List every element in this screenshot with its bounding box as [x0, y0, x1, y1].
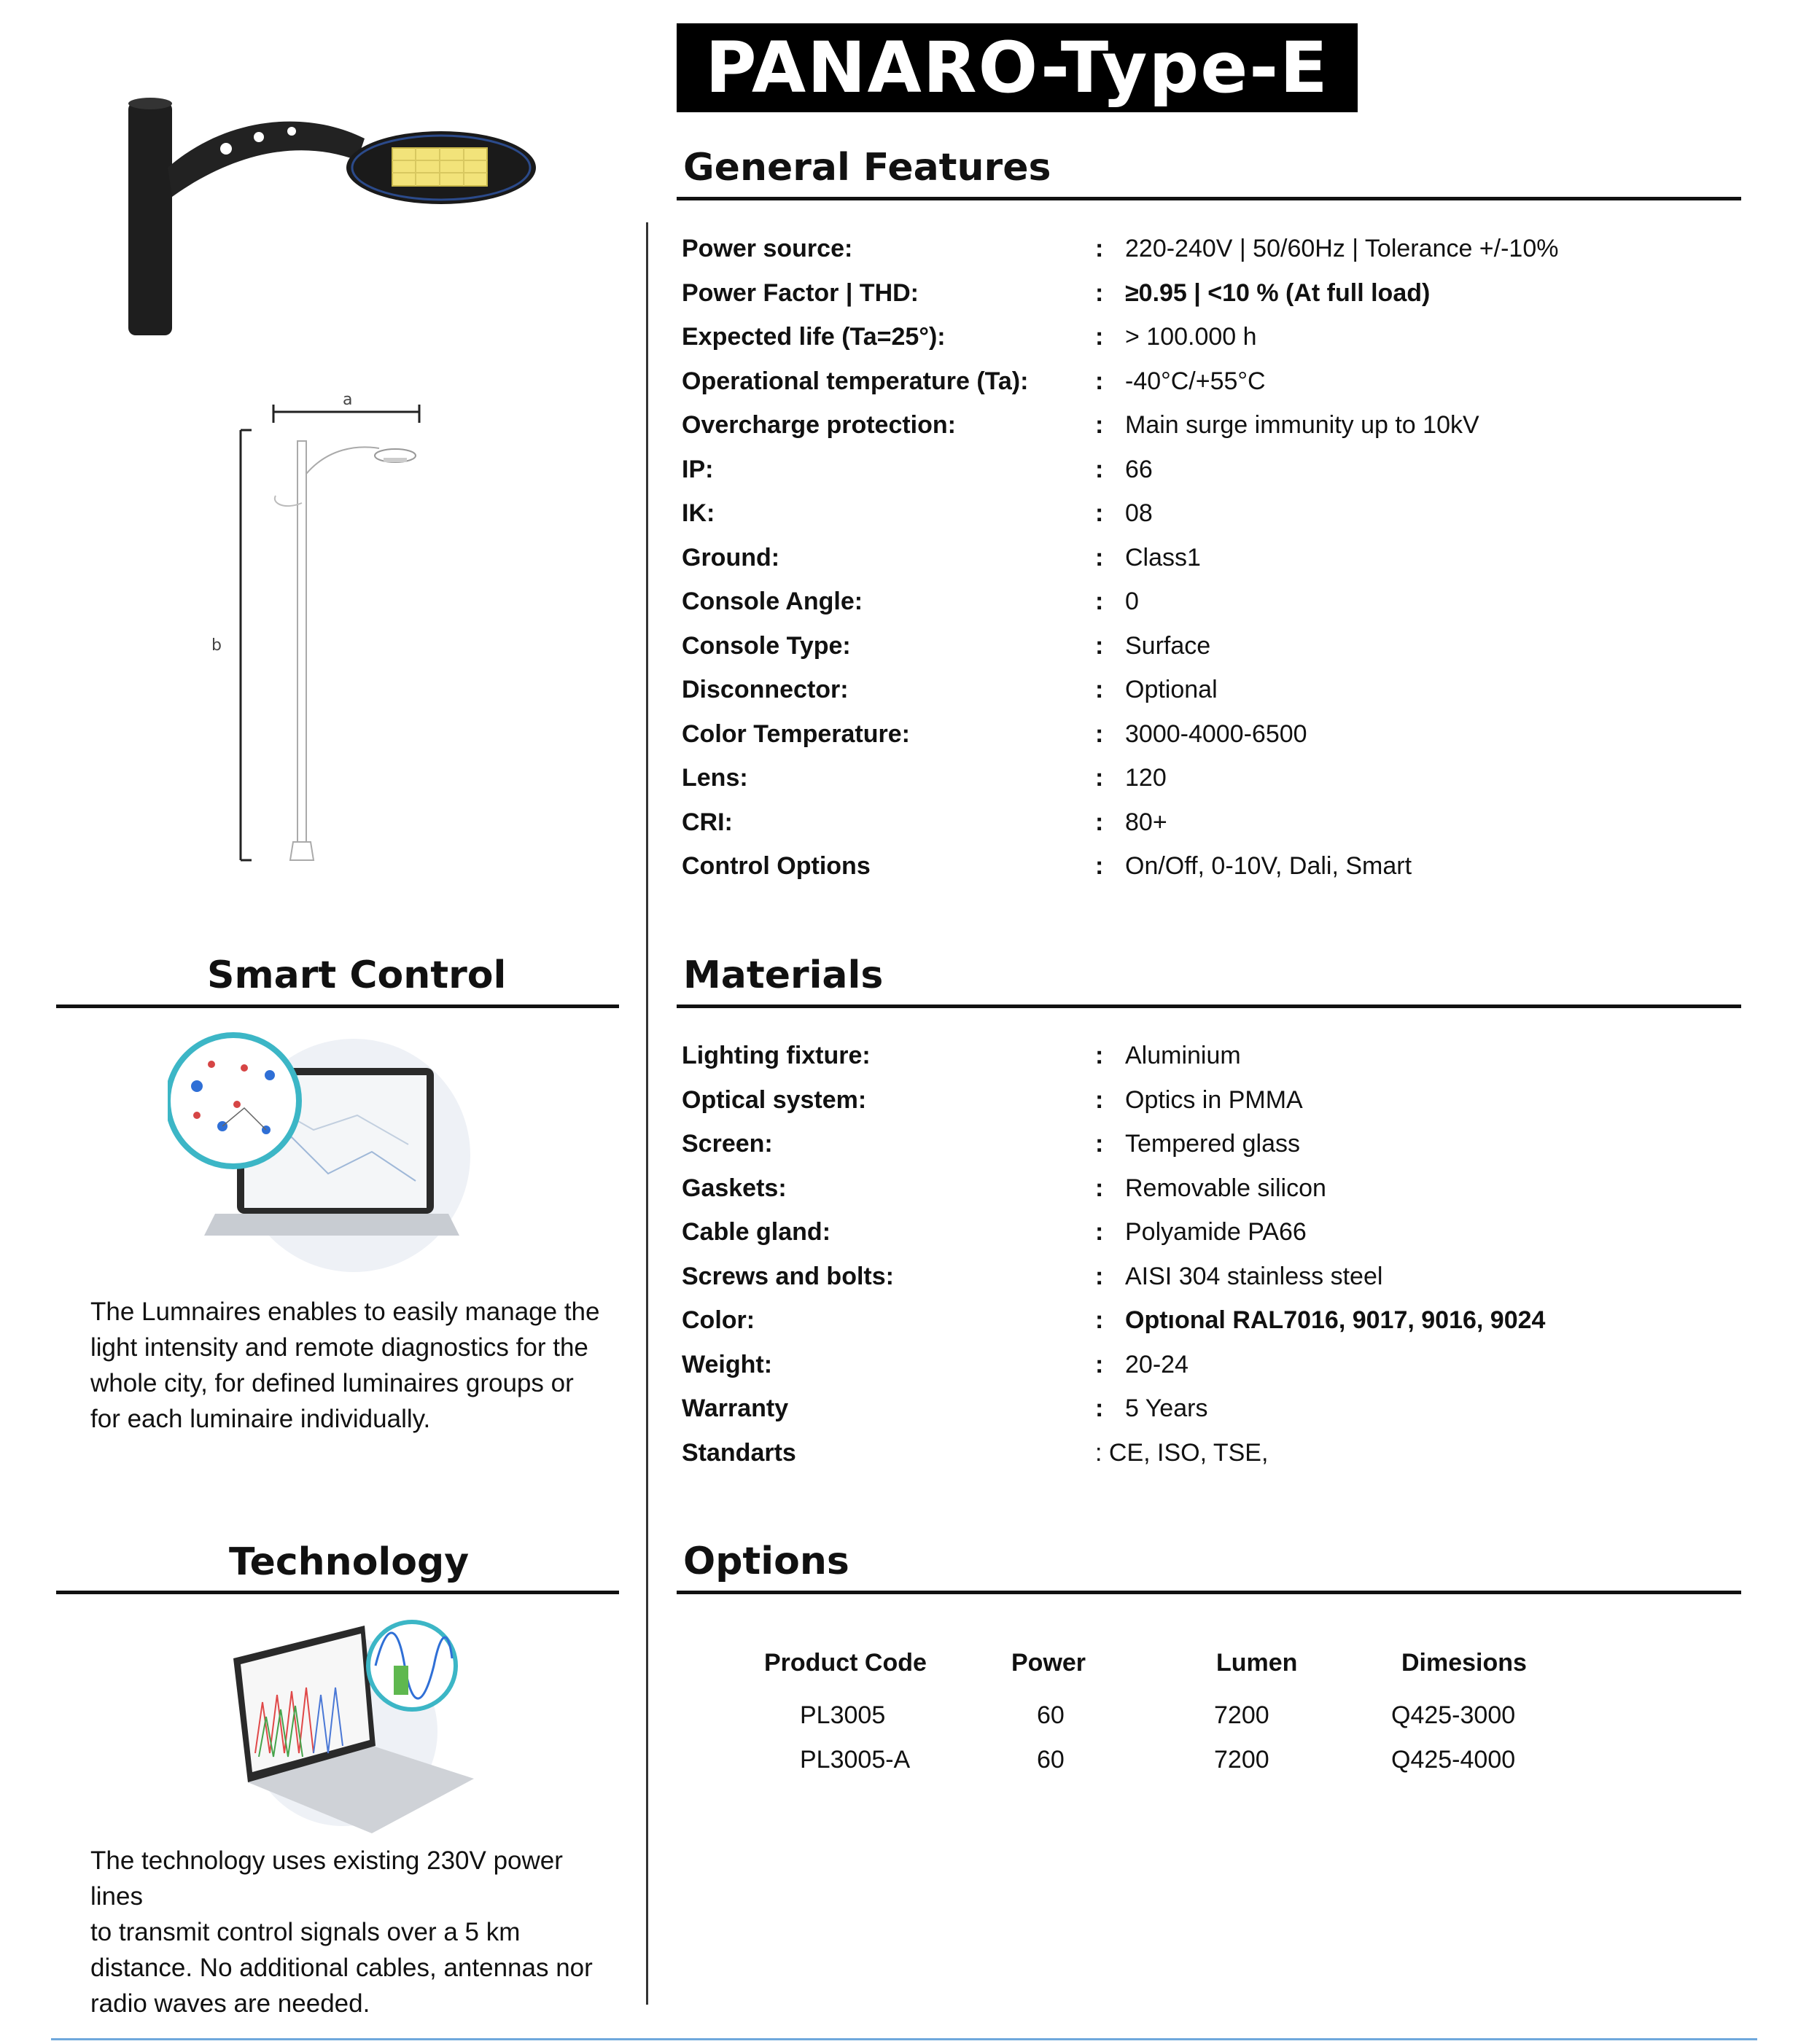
product-title-banner: [677, 23, 1358, 112]
smart-control-rule: [56, 1005, 619, 1008]
spec-label: IP:: [682, 455, 714, 483]
general-feature-row: [682, 499, 1746, 543]
spec-separator: :: [1095, 367, 1104, 395]
spec-value: 08: [1125, 499, 1153, 527]
general-feature-row: [682, 676, 1746, 719]
spec-separator: :: [1095, 631, 1104, 660]
spec-value: 80+: [1125, 808, 1167, 836]
tech-text-line: radio waves are needed.: [90, 1989, 370, 2018]
spec-value: : CE, ISO, TSE,: [1095, 1438, 1269, 1467]
spec-value: Optics in PMMA: [1125, 1085, 1303, 1114]
spec-separator: :: [1095, 1042, 1104, 1069]
spec-value: AISI 304 stainless steel: [1125, 1262, 1383, 1290]
spec-separator: :: [1095, 588, 1104, 615]
spec-label: Console Type:: [682, 631, 851, 660]
general-feature-row: [682, 323, 1746, 367]
spec-label: CRI:: [682, 808, 733, 836]
spec-label: Screws and bolts:: [682, 1262, 894, 1290]
general-feature-row: [682, 588, 1746, 631]
options-table-cell: 60: [1037, 1746, 1065, 1774]
tech-text-line: The technology uses existing 230V power lines: [90, 1846, 563, 1911]
smart-text-line: for each luminaire individually.: [90, 1405, 431, 1433]
dimension-drawing: [204, 386, 467, 875]
technology-text: [90, 1843, 615, 2021]
general-feature-row: [682, 279, 1746, 323]
spec-separator: :: [1095, 235, 1104, 262]
options-table-cell: PL3005-A: [800, 1746, 911, 1774]
spec-value: ≥0.95 | <10 % (At full load): [1125, 278, 1431, 307]
options-column-header: Dimesions: [1401, 1649, 1527, 1677]
spec-label: Disconnector:: [682, 676, 849, 703]
spec-value: 66: [1125, 455, 1153, 483]
spec-label: Gaskets:: [682, 1174, 787, 1202]
spec-separator: :: [1095, 764, 1104, 792]
material-row: [682, 1042, 1746, 1085]
general-feature-row: [682, 235, 1746, 278]
general-feature-row: [682, 808, 1746, 852]
materials-heading: Materials: [683, 953, 884, 997]
smart-text-line: light intensity and remote diagnostics for the: [90, 1333, 588, 1362]
smart-control-text: [90, 1294, 615, 1437]
material-row: [682, 1351, 1746, 1394]
tech-text-line: distance. No additional cables, antennas nor: [90, 1954, 593, 1982]
luminaire-photo: [117, 87, 554, 343]
spec-separator: :: [1095, 1218, 1104, 1246]
general-feature-row: [682, 544, 1746, 588]
spec-separator: :: [1095, 1085, 1104, 1114]
general-feature-row: [682, 632, 1746, 676]
spec-label: Color Temperature:: [682, 719, 910, 748]
spec-separator: :: [1095, 1262, 1104, 1290]
smart-text-line: The Lumnaires enables to easily manage the: [90, 1298, 600, 1326]
spec-separator: :: [1095, 1130, 1104, 1158]
spec-label: Screen:: [682, 1130, 773, 1158]
general-feature-row: [682, 720, 1746, 764]
spec-label: Cable gland:: [682, 1218, 831, 1246]
spec-label: Ground:: [682, 543, 780, 572]
spec-separator: :: [1095, 278, 1104, 307]
dimension-label-b: b: [211, 636, 222, 655]
spec-value: On/Off, 0-10V, Dali, Smart: [1125, 852, 1412, 880]
technology-rule: [56, 1591, 619, 1594]
spec-label: Power source:: [682, 235, 853, 262]
material-row: [682, 1439, 1746, 1483]
spec-value: Main surge immunity up to 10kV: [1125, 411, 1479, 439]
options-column-header: Power: [1011, 1649, 1086, 1677]
spec-value: 20-24: [1125, 1350, 1189, 1378]
spec-label: Optical system:: [682, 1085, 867, 1114]
spec-separator: :: [1095, 676, 1104, 703]
spec-separator: :: [1095, 1306, 1104, 1334]
spec-separator: :: [1095, 1350, 1104, 1378]
spec-separator: :: [1095, 455, 1104, 483]
material-row: [682, 1130, 1746, 1174]
spec-value: Tempered glass: [1125, 1130, 1301, 1158]
spec-value: > 100.000 h: [1125, 323, 1257, 351]
options-column-header: Product Code: [764, 1649, 927, 1677]
column-divider: [646, 222, 648, 2005]
spec-label: IK:: [682, 499, 715, 527]
spec-value: 220-240V | 50/60Hz | Tolerance +/-10%: [1125, 235, 1559, 262]
material-row: [682, 1394, 1746, 1438]
spec-separator: :: [1095, 543, 1104, 572]
options-rule: [677, 1591, 1741, 1594]
spec-value: Polyamide PA66: [1125, 1218, 1307, 1246]
material-row: [682, 1306, 1746, 1350]
options-table-cell: 60: [1037, 1701, 1065, 1729]
material-row: [682, 1086, 1746, 1130]
options-column-header: Lumen: [1216, 1649, 1298, 1677]
spec-label: Standarts: [682, 1438, 796, 1467]
tech-text-line: to transmit control signals over a 5 km: [90, 1918, 521, 1946]
page-bottom-line: [51, 2038, 1757, 2040]
spec-separator: :: [1095, 1174, 1104, 1202]
options-table-cell: 7200: [1214, 1701, 1269, 1729]
smart-control-illustration: [168, 1028, 474, 1276]
spec-separator: :: [1095, 411, 1104, 439]
options-heading: Options: [683, 1540, 849, 1583]
spec-label: Lighting fixture:: [682, 1042, 871, 1069]
spec-value: 3000-4000-6500: [1125, 719, 1307, 748]
technology-illustration: [219, 1615, 481, 1833]
general-feature-row: [682, 852, 1746, 896]
spec-separator: :: [1095, 808, 1104, 836]
spec-value: 120: [1125, 764, 1167, 792]
spec-value: Aluminium: [1125, 1042, 1241, 1069]
options-table-cell: PL3005: [800, 1701, 886, 1729]
dimension-label-a: a: [343, 391, 353, 409]
spec-value: Removable silicon: [1125, 1174, 1326, 1202]
spec-separator: :: [1095, 323, 1104, 351]
general-feature-row: [682, 367, 1746, 411]
spec-value: -40°C/+55°C: [1125, 367, 1266, 395]
general-feature-row: [682, 411, 1746, 455]
spec-label: Operational temperature (Ta):: [682, 367, 1029, 395]
material-row: [682, 1263, 1746, 1306]
spec-value: Optional: [1125, 676, 1218, 703]
spec-value: Optıonal RAL7016, 9017, 9016, 9024: [1125, 1306, 1546, 1334]
general-feature-row: [682, 456, 1746, 499]
options-table-cell: 7200: [1214, 1746, 1269, 1774]
spec-value: Surface: [1125, 631, 1211, 660]
spec-separator: :: [1095, 1394, 1104, 1422]
options-table-cell: Q425-4000: [1391, 1746, 1516, 1774]
spec-separator: :: [1095, 499, 1104, 527]
spec-label: Overcharge protection:: [682, 411, 956, 439]
spec-label: Expected life (Ta=25°):: [682, 323, 946, 351]
smart-control-heading: Smart Control: [207, 953, 507, 997]
spec-separator: :: [1095, 719, 1104, 748]
spec-label: Control Options: [682, 852, 871, 880]
material-row: [682, 1218, 1746, 1262]
options-table-cell: Q425-3000: [1391, 1701, 1516, 1729]
spec-label: Weight:: [682, 1350, 773, 1378]
spec-value: 0: [1125, 588, 1139, 615]
spec-label: Power Factor | THD:: [682, 278, 919, 307]
spec-separator: :: [1095, 852, 1104, 880]
spec-label: Lens:: [682, 764, 748, 792]
general-features-rule: [677, 197, 1741, 200]
material-row: [682, 1174, 1746, 1218]
materials-rule: [677, 1005, 1741, 1008]
smart-text-line: whole city, for defined luminaires groups or: [90, 1369, 574, 1397]
spec-label: Color:: [682, 1306, 755, 1334]
spec-label: Console Angle:: [682, 588, 863, 615]
general-feature-row: [682, 764, 1746, 808]
technology-heading: Technology: [229, 1540, 470, 1584]
spec-value: Class1: [1125, 543, 1201, 572]
product-title: PANARO-Type-E: [705, 27, 1329, 109]
spec-value: 5 Years: [1125, 1394, 1208, 1422]
general-features-heading: General Features: [683, 146, 1051, 190]
spec-label: Warranty: [682, 1394, 789, 1422]
